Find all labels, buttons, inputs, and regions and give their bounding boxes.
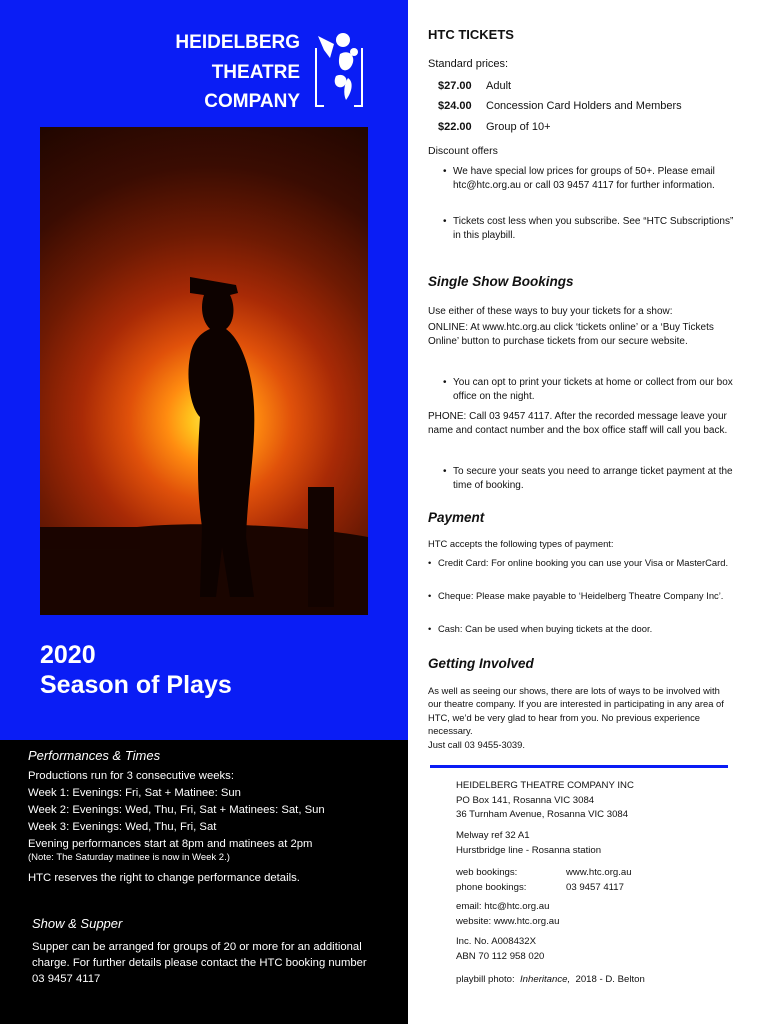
playbill-photo xyxy=(40,127,368,615)
performance-note: (Note: The Saturday matinee is now in Week 2.) xyxy=(28,852,230,863)
price-row xyxy=(438,100,682,112)
involved-call: Just call 03 9455-3039. xyxy=(428,738,525,750)
brand-line-2: THEATRE xyxy=(211,61,300,83)
website-link[interactable]: website: www.htc.org.au xyxy=(456,915,560,927)
photo-credit-suffix: 2018 - D. Belton xyxy=(575,974,645,985)
season-heading xyxy=(40,640,232,700)
involved-text-block xyxy=(428,684,733,751)
season-title: Season of Plays xyxy=(40,671,232,699)
supper-text: Supper can be arranged for groups of 20 or more for an additional charge. For further details please contact the HTC booking number xyxy=(32,941,367,969)
performance-line: Week 2: Evenings: Wed, Thu, Fri, Sat + Matinees: Sat, Sun xyxy=(28,804,325,816)
payment-title: Payment xyxy=(428,510,485,525)
performances-panel xyxy=(0,740,408,1024)
payment-item: • Cheque: Please make payable to ‘Heidelberg Theatre Company Inc’. xyxy=(438,589,728,603)
brand-name xyxy=(150,28,300,117)
single-phone: PHONE: Call 03 9457 4117. After the recorded message leave your name and contact number and the box office staff will call you back. xyxy=(428,411,728,436)
melway-ref: Melway ref 32 A1 xyxy=(456,830,530,841)
contact-location xyxy=(456,829,716,858)
web-bookings-label: web bookings: xyxy=(456,867,518,878)
performance-line: Week 3: Evenings: Wed, Thu, Fri, Sat xyxy=(28,821,217,833)
web-bookings-link[interactable]: www.htc.org.au xyxy=(566,867,632,878)
price-value: $24.00 xyxy=(438,100,472,112)
left-panel xyxy=(0,0,408,740)
standard-prices-label: Standard prices: xyxy=(428,58,509,70)
brand-line-3: COMPANY xyxy=(204,91,300,112)
involved-text: As well as seeing our shows, there are lots of ways to be involved with our theatre company. If you are interested in participating in any area of HTC, we’d be very glad to hear from you. No previous experience necessary. xyxy=(428,685,724,737)
discount-label: Discount offers xyxy=(428,145,498,157)
contact-address xyxy=(456,779,716,823)
payment-item: • Credit Card: For online booking you can use your Visa or MasterCard. xyxy=(438,556,738,570)
involved-title: Getting Involved xyxy=(428,656,534,671)
inc-number: Inc. No. A008432X xyxy=(456,936,537,947)
po-box: PO Box 141, Rosanna VIC 3084 xyxy=(456,794,595,806)
abn-number: ABN 70 112 958 020 xyxy=(456,950,545,962)
performance-line: Productions run for 3 consecutive weeks: xyxy=(28,770,234,782)
contact-bookings xyxy=(456,866,716,895)
performance-line: Evening performances start at 8pm and matinees at 2pm xyxy=(28,838,313,850)
price-label: Concession Card Holders and Members xyxy=(486,100,682,112)
discount-item: • Tickets cost less when you subscribe. See “HTC Subscriptions” in this playbill. xyxy=(453,215,743,243)
train-line: Hurstbridge line - Rosanna station xyxy=(456,844,602,856)
payment-item: • Cash: Can be used when buying tickets at the door. xyxy=(438,622,748,636)
performances-title: Performances & Times xyxy=(28,748,161,763)
single-online: ONLINE: At www.htc.org.au click ‘tickets online’ or a ‘Buy Tickets Online’ button to purchase tickets from our secure website. xyxy=(428,322,714,347)
performances-details xyxy=(28,770,398,889)
supper-title: Show & Supper xyxy=(32,916,123,931)
photo-credit-prefix: playbill photo: xyxy=(456,974,515,985)
supper-phone: 03 9457 4117 xyxy=(32,973,101,985)
payment-intro: HTC accepts the following types of payment: xyxy=(428,538,614,549)
performance-line: Week 1: Evenings: Fri, Sat + Matinee: Sun xyxy=(28,787,241,799)
contact-registration xyxy=(456,935,716,964)
price-row xyxy=(438,121,551,133)
org-name: HEIDELBERG THEATRE COMPANY INC xyxy=(456,780,634,791)
single-intro: Use either of these ways to buy your tickets for a show: xyxy=(428,306,673,317)
phone-bookings-label: phone bookings: xyxy=(456,881,527,893)
section-divider xyxy=(430,765,728,768)
discount-item: • We have special low prices for groups of 50+. Please email htc@htc.org.au or call 03 9457 4117 for further information. xyxy=(453,165,743,193)
price-label: Adult xyxy=(486,80,512,92)
contact-online xyxy=(456,900,716,929)
theatre-logo-icon xyxy=(310,28,368,110)
email-link[interactable]: email: htc@htc.org.au xyxy=(456,901,550,912)
single-online-note: • You can opt to print your tickets at home or collect from our box office on the night. xyxy=(453,376,743,404)
street-address: 36 Turnham Avenue, Rosanna VIC 3084 xyxy=(456,809,629,820)
tickets-title: HTC TICKETS xyxy=(428,27,514,42)
season-year: 2020 xyxy=(40,641,96,669)
price-value: $27.00 xyxy=(438,80,472,92)
photo-credit-title: Inheritance, xyxy=(520,974,571,985)
single-phone-note: • To secure your seats you need to arrange ticket payment at the time of booking. xyxy=(453,465,743,493)
photo-credit xyxy=(456,973,716,988)
single-bookings-title: Single Show Bookings xyxy=(428,274,574,289)
silhouette-image xyxy=(40,127,368,615)
brand-line-1: HEIDELBERG xyxy=(175,32,300,53)
price-label: Group of 10+ xyxy=(486,121,551,133)
price-row xyxy=(438,80,511,92)
phone-bookings-value: 03 9457 4117 xyxy=(566,881,624,893)
supper-details xyxy=(32,939,392,987)
price-value: $22.00 xyxy=(438,121,472,133)
performance-reserve: HTC reserves the right to change performance details. xyxy=(28,872,300,884)
